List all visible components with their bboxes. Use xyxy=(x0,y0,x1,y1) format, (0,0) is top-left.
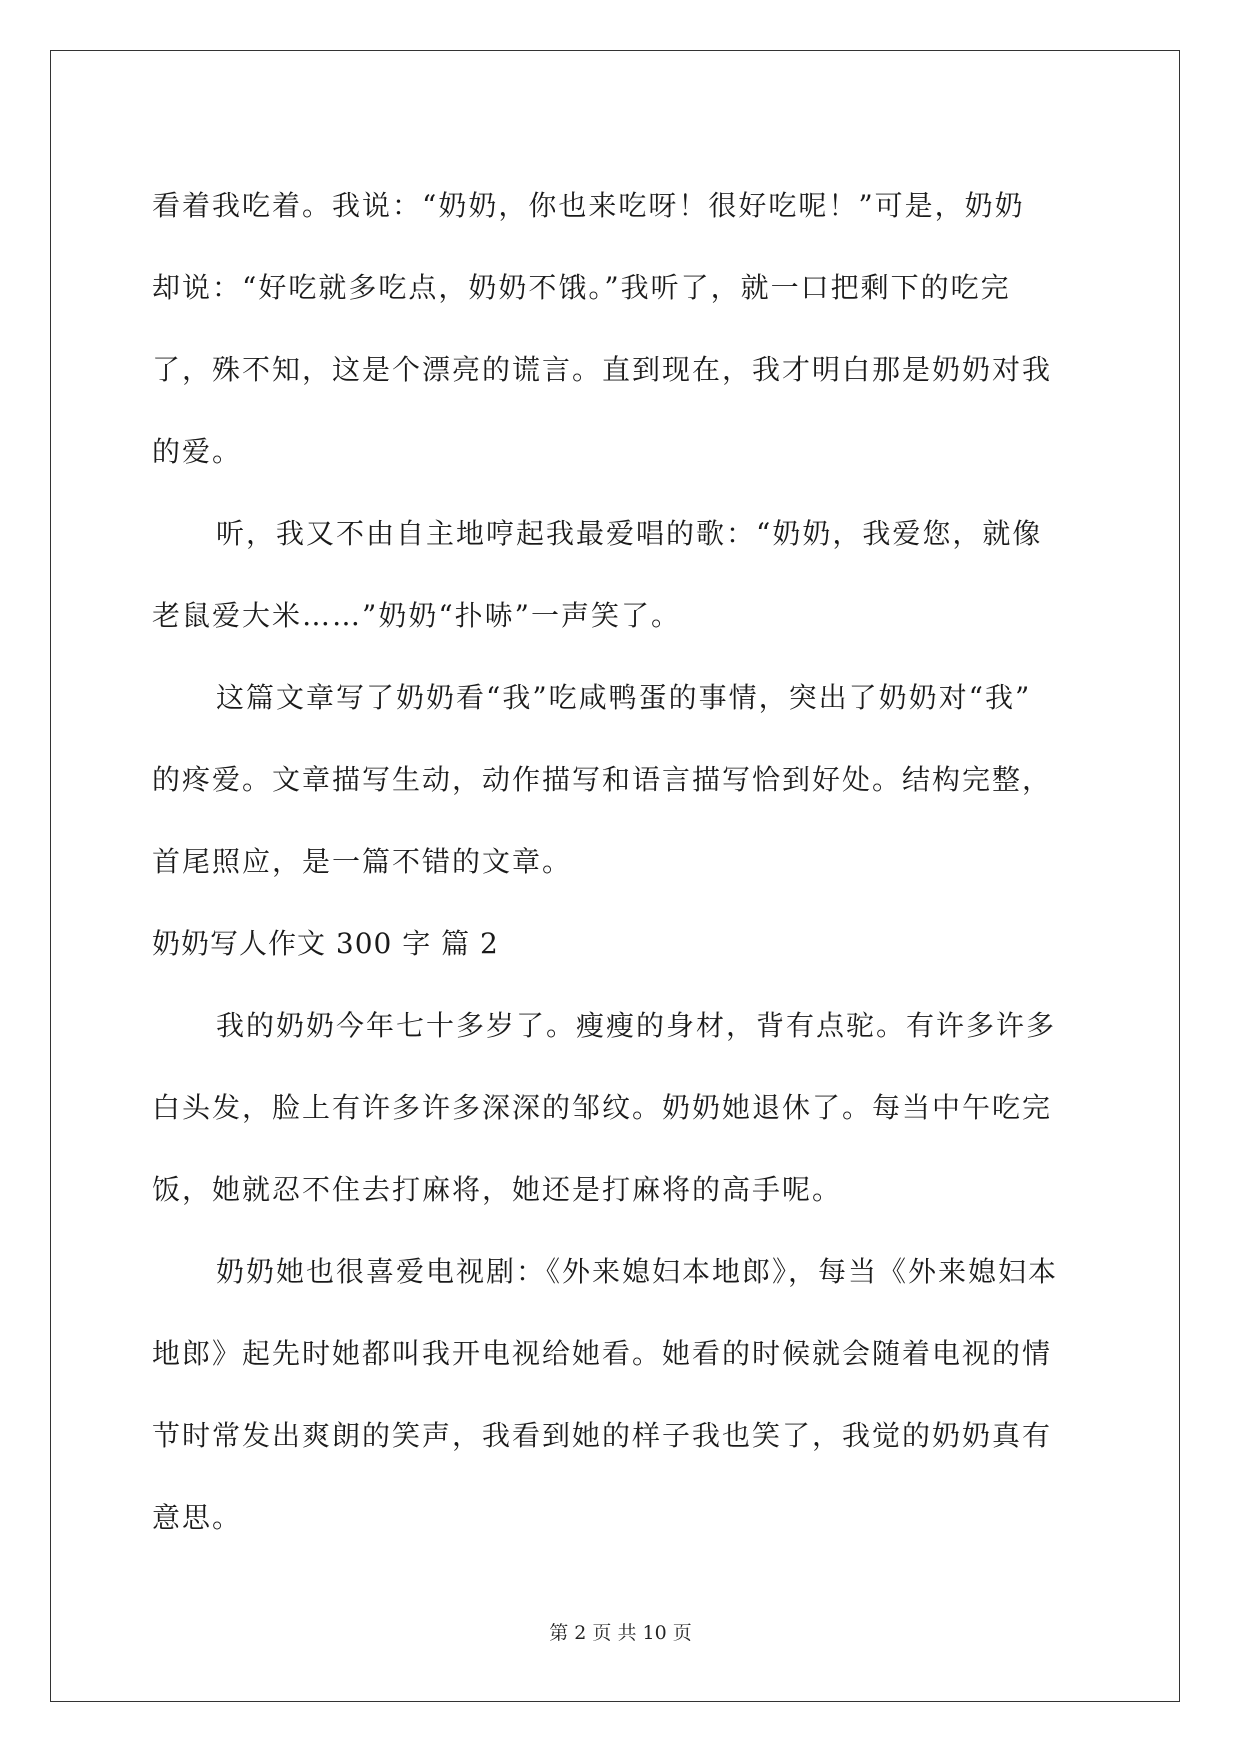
text-line: 的疼爱。文章描写生动，动作描写和语言描写恰到好处。结构完整， xyxy=(152,763,1053,796)
section-title: 奶奶写人作文 300 字 篇 2 xyxy=(152,927,499,960)
text-line: 我的奶奶今年七十多岁了。瘦瘦的身材，背有点驼。有许多许多 xyxy=(216,1009,1057,1042)
text-line: 老鼠爱大米……”奶奶“扑哧”一声笑了。 xyxy=(152,599,681,632)
text-line: 饭，她就忍不住去打麻将，她还是打麻将的高手呢。 xyxy=(152,1173,843,1206)
text-line: 节时常发出爽朗的笑声，我看到她的样子我也笑了，我觉的奶奶真有 xyxy=(152,1419,1053,1452)
text-line: 的爱。 xyxy=(152,435,243,468)
text-line: 这篇文章写了奶奶看“我”吃咸鸭蛋的事情，突出了奶奶对“我” xyxy=(216,681,1032,714)
page-number-footer: 第 2 页 共 10 页 xyxy=(549,1622,692,1644)
document-body xyxy=(152,165,1082,1559)
text-line: 奶奶她也很喜爱电视剧：《外来媳妇本地郎》，每当《外来媳妇本 xyxy=(216,1255,1059,1288)
text-line: 白头发，脸上有许多许多深深的邹纹。奶奶她退休了。每当中午吃完 xyxy=(152,1091,1053,1124)
text-line: 首尾照应，是一篇不错的文章。 xyxy=(152,845,573,878)
text-line: 听，我又不由自主地哼起我最爱唱的歌：“奶奶，我爱您，就像 xyxy=(216,517,1043,550)
text-line: 看着我吃着。我说：“奶奶，你也来吃呀！很好吃呢！”可是，奶奶 xyxy=(152,189,1025,222)
text-line: 地郎》起先时她都叫我开电视给她看。她看的时候就会随着电视的情 xyxy=(152,1337,1053,1370)
text-line: 意思。 xyxy=(152,1501,243,1534)
text-line: 了，殊不知，这是个漂亮的谎言。直到现在，我才明白那是奶奶对我 xyxy=(152,353,1053,386)
text-line: 却说：“好吃就多吃点，奶奶不饿。”我听了，就一口把剩下的吃完 xyxy=(152,271,1011,304)
